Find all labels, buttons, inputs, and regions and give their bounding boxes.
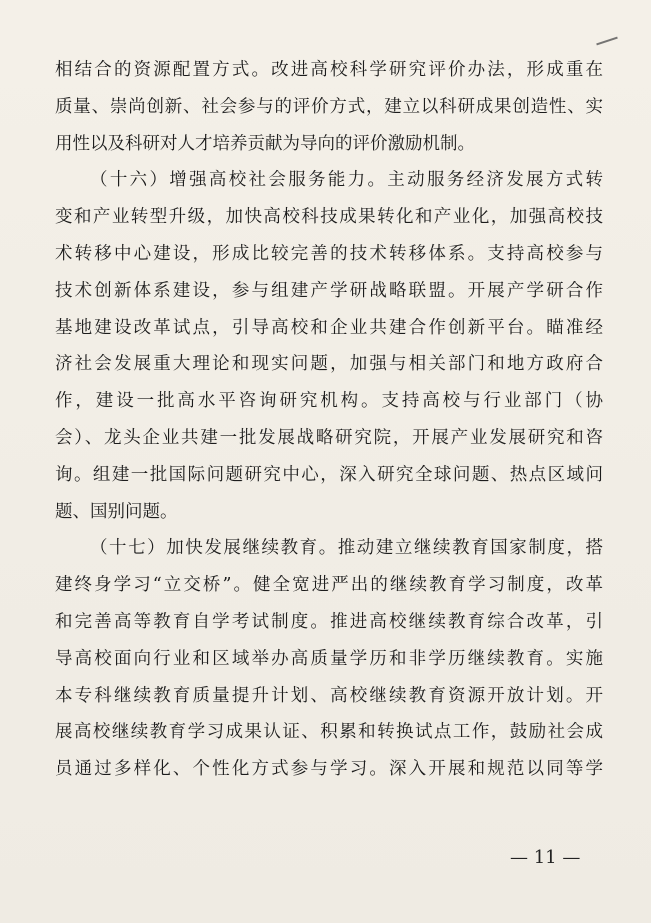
page-number: — 11 — bbox=[510, 847, 581, 868]
text-line: 建终身学习“立交桥”。健全宽进严出的继续教育学习制度，改革 bbox=[55, 575, 603, 596]
text-line: 题、国别问题。 bbox=[55, 501, 178, 522]
text-line: 技术创新体系建设，参与组建产学研战略联盟。开展产学研合作 bbox=[55, 280, 603, 301]
pen-mark bbox=[596, 37, 618, 46]
text-line: 员通过多样化、个性化方式参与学习。深入开展和规范以同等学 bbox=[55, 759, 603, 780]
text-line: 本专科继续教育质量提升计划、高校继续教育资源开放计划。开 bbox=[55, 685, 603, 706]
body-text bbox=[55, 52, 603, 788]
text-line: （十六）增强高校社会服务能力。主动服务经济发展方式转 bbox=[90, 170, 603, 191]
text-line: 变和产业转型升级，加快高校科技成果转化和产业化，加强高校技 bbox=[55, 207, 603, 228]
text-line: （十七）加快发展继续教育。推动建立继续教育国家制度，搭 bbox=[90, 538, 603, 559]
text-line: 展高校继续教育学习成果认证、积累和转换试点工作，鼓励社会成 bbox=[55, 722, 603, 743]
text-line: 会）、龙头企业共建一批发展战略研究院，开展产业发展研究和咨 bbox=[55, 427, 603, 448]
text-line: 作，建设一批高水平咨询研究机构。支持高校与行业部门（协 bbox=[55, 391, 603, 412]
text-line: 用性以及科研对人才培养贡献为导向的评价激励机制。 bbox=[55, 133, 475, 154]
text-line: 济社会发展重大理论和现实问题，加强与相关部门和地方政府合 bbox=[55, 354, 603, 375]
text-line: 术转移中心建设，形成比较完善的技术转移体系。支持高校参与 bbox=[55, 243, 603, 264]
text-line: 询。组建一批国际问题研究中心，深入研究全球问题、热点区域问 bbox=[55, 464, 603, 485]
text-line: 质量、崇尚创新、社会参与的评价方式，建立以科研成果创造性、实 bbox=[55, 96, 603, 117]
text-line: 和完善高等教育自学考试制度。推进高校继续教育综合改革，引 bbox=[55, 611, 603, 632]
text-line: 基地建设改革试点，引导高校和企业共建合作创新平台。瞄准经 bbox=[55, 317, 603, 338]
text-line: 导高校面向行业和区域举办高质量学历和非学历继续教育。实施 bbox=[55, 648, 603, 669]
text-line: 相结合的资源配置方式。改进高校科学研究评价办法，形成重在 bbox=[55, 60, 603, 80]
